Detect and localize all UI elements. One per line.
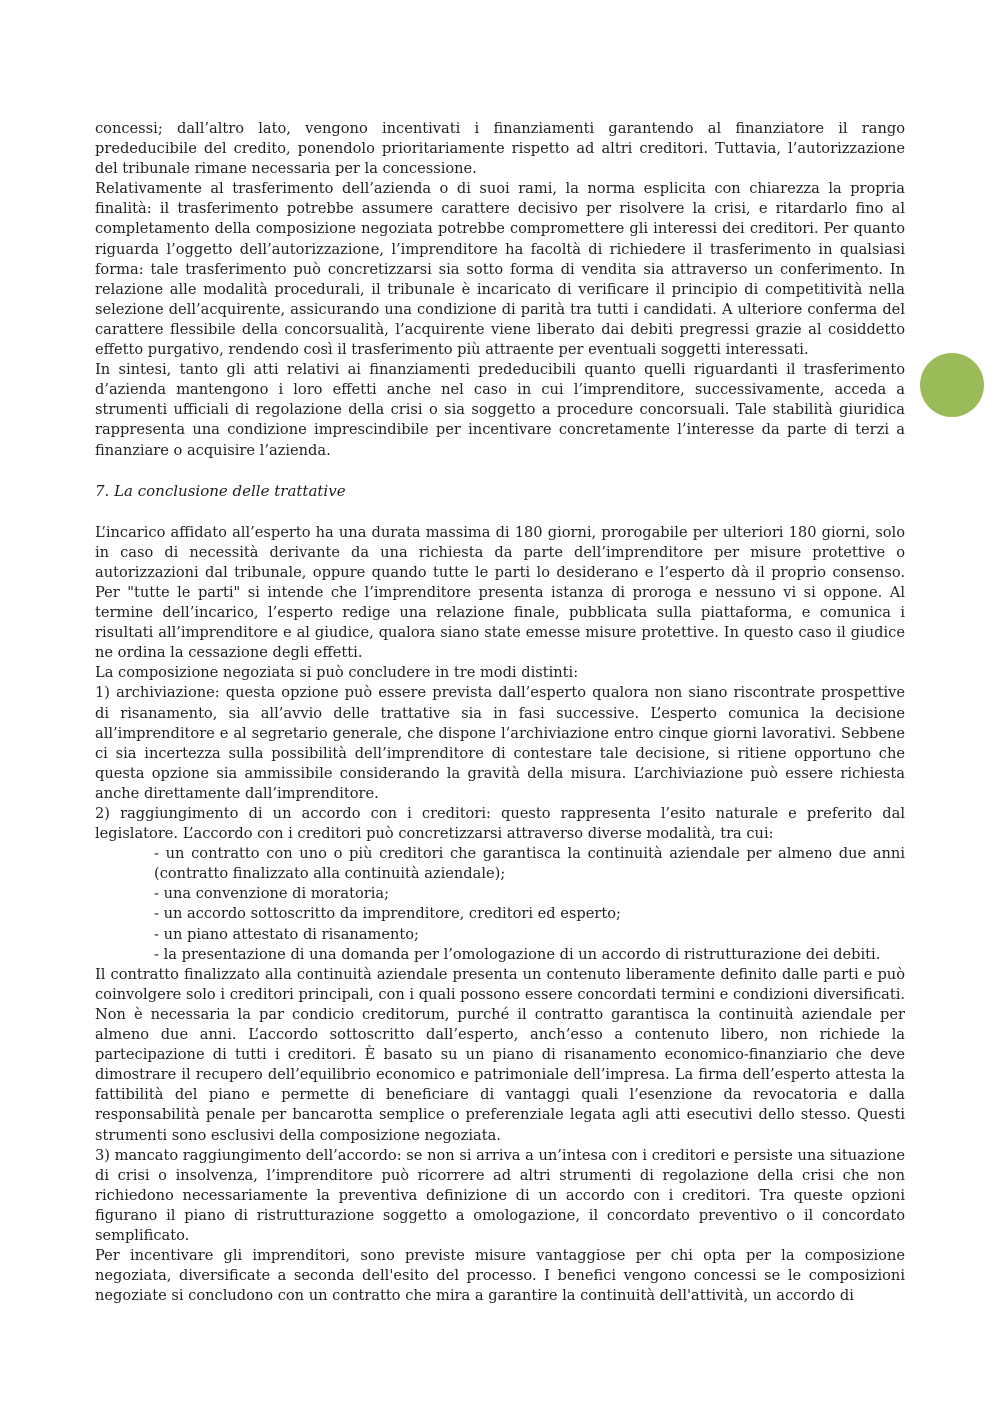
paragraph: Il contratto finalizzato alla continuità aziendale presenta un contenuto liberamente definito dalle parti e può coinvolgere solo i creditori principali, con i quali possono essere concordati termini e condizioni diversificati. Non è necessaria la par condicio creditorum, purché il contratto garantisca la continuità aziendale per almeno due anni. L’accordo sottoscritto dall’esperto, anch’esso a contenuto libero, non richiede la partecipazione di tutti i creditori. È basato su un piano di risanamento economico-finanziario che deve dimostrare il recupero dell’equilibrio economico e patrimoniale dell’impresa. La firma dell’esperto attesta la fattibilità del piano e permette di beneficiare di vantaggi quali l’esenzione da revocatoria e dalla responsabilità penale per bancarotta semplice o preferenziale legata agli atti esecutivi dello stesso. Questi strumenti sono esclusivi della composizione negoziata. xyxy=(95,965,905,1144)
list-item: - una convenzione di moratoria; xyxy=(154,885,390,903)
document-body xyxy=(95,119,905,1306)
paragraph: In sintesi, tanto gli atti relativi ai finanziamenti prededucibili quanto quelli riguardanti il trasferimento d’azienda mantengono i loro effetti anche nel caso in cui l’imprenditore, successivamente, acceda a strumenti ufficiali di regolazione della crisi o sia soggetto a procedure concorsuali. Tale stabilità giuridica rappresenta una condizione imprescindibile per incentivare concretamente l’interesse da parte di terzi a finanziare o acquisire l’azienda. xyxy=(95,361,905,459)
paragraph: La composizione negoziata si può concludere in tre modi distinti: xyxy=(95,664,579,682)
list-item: - un accordo sottoscritto da imprenditore, creditori ed esperto; xyxy=(154,905,621,923)
paragraph: 1) archiviazione: questa opzione può essere prevista dall’esperto qualora non siano riscontrate prospettive di risanamento, sia all’avvio delle trattative sia in fasi successive. L’esperto comunica la decisione all’imprenditore e al segretario generale, che dispone l’archiviazione entro cinque giorni lavorativi. Sebbene ci sia incertezza sulla possibilità dell’imprenditore di contestare tale decisione, si ritiene opportuno che questa opzione sia ammissibile considerando la gravità della misura. L’archiviazione può essere richiesta anche direttamente dall’imprenditore. xyxy=(95,684,905,802)
paragraph: Per incentivare gli imprenditori, sono previste misure vantaggiose per chi opta per la composizione negoziata, diversificate a seconda dell'esito del processo. I benefici vengono concessi se le composizioni negoziate si concludono con un contratto che mira a garantire la continuità dell'attività, un accordo di xyxy=(95,1247,905,1305)
list-item: - la presentazione di una domanda per l’omologazione di un accordo di ristrutturazione dei debiti. xyxy=(154,945,881,963)
list-item: - un contratto con uno o più creditori che garantisca la continuità aziendale per almeno due anni (contratto finalizzato alla continuità aziendale); xyxy=(154,845,905,883)
paragraph: Relativamente al trasferimento dell’azienda o di suoi rami, la norma esplicita con chiarezza la propria finalità: il trasferimento potrebbe assumere carattere decisivo per risolvere la crisi, e ritardarlo fino al completamento della composizione negoziata potrebbe compromettere gli interessi dei creditori. Per quanto riguarda l’oggetto dell’autorizzazione, l’imprenditore ha facoltà di richiedere il trasferimento in qualsiasi forma: tale trasferimento può concretizzarsi sia sotto forma di vendita sia attraverso un conferimento. In relazione alle modalità procedurali, il tribunale è incaricato di verificare il principio di competitività nella selezione dell’acquirente, assicurando una condizione di parità tra tutti i candidati. A ulteriore conferma del carattere flessibile della concorsualità, l’acquirente viene liberato dai debiti pregressi grazie al cosiddetto effetto purgativo, rendendo così il trasferimento più attraente per eventuali soggetti interessati. xyxy=(95,180,905,359)
paragraph: concessi; dall’altro lato, vengono incentivati i finanziamenti garantendo al finanziatore il rango prededucibile del credito, ponendolo prioritariamente rispetto ad altri creditori. Tuttavia, l’autorizzazione del tribunale rimane necessaria per la concessione. xyxy=(95,120,905,178)
section-heading: 7. La conclusione delle trattative xyxy=(95,481,346,500)
paragraph: 2) raggiungimento di un accordo con i creditori: questo rappresenta l’esito naturale e preferito dal legislatore. L’accordo con i creditori può concretizzarsi attraverso diverse modalità, tra cui: xyxy=(95,805,905,843)
bullet-list xyxy=(95,844,905,965)
paragraph: L’incarico affidato all’esperto ha una durata massima di 180 giorni, prorogabile per ulteriori 180 giorni, solo in caso di necessità derivante da una richiesta da parte dell’imprenditore per misure protettive o autorizzazioni dal tribunale, oppure quando tutte le parti lo desiderano e l’esperto dà il proprio consenso. Per "tutte le parti" si intende che l’imprenditore presenta istanza di proroga e nessuno vi si oppone. Al termine dell’incarico, l’esperto redige una relazione finale, pubblicata sulla piattaforma, e comunica i risultati all’imprenditore e al giudice, qualora siano state emesse misure protettive. In questo caso il giudice ne ordina la cessazione degli effetti. xyxy=(95,523,905,662)
page-marker-circle xyxy=(920,353,984,417)
paragraph: 3) mancato raggiungimento dell’accordo: se non si arriva a un’intesa con i creditori e persiste una situazione di crisi o insolvenza, l’imprenditore può ricorrere ad altri strumenti di regolazione della crisi che non richiedono necessariamente la preventiva definizione di un accordo con i creditori. Tra queste opzioni figurano il piano di ristrutturazione soggetto a omologazione, il concordato preventivo o il concordato semplificato. xyxy=(95,1146,905,1244)
list-item: - un piano attestato di risanamento; xyxy=(154,925,419,943)
